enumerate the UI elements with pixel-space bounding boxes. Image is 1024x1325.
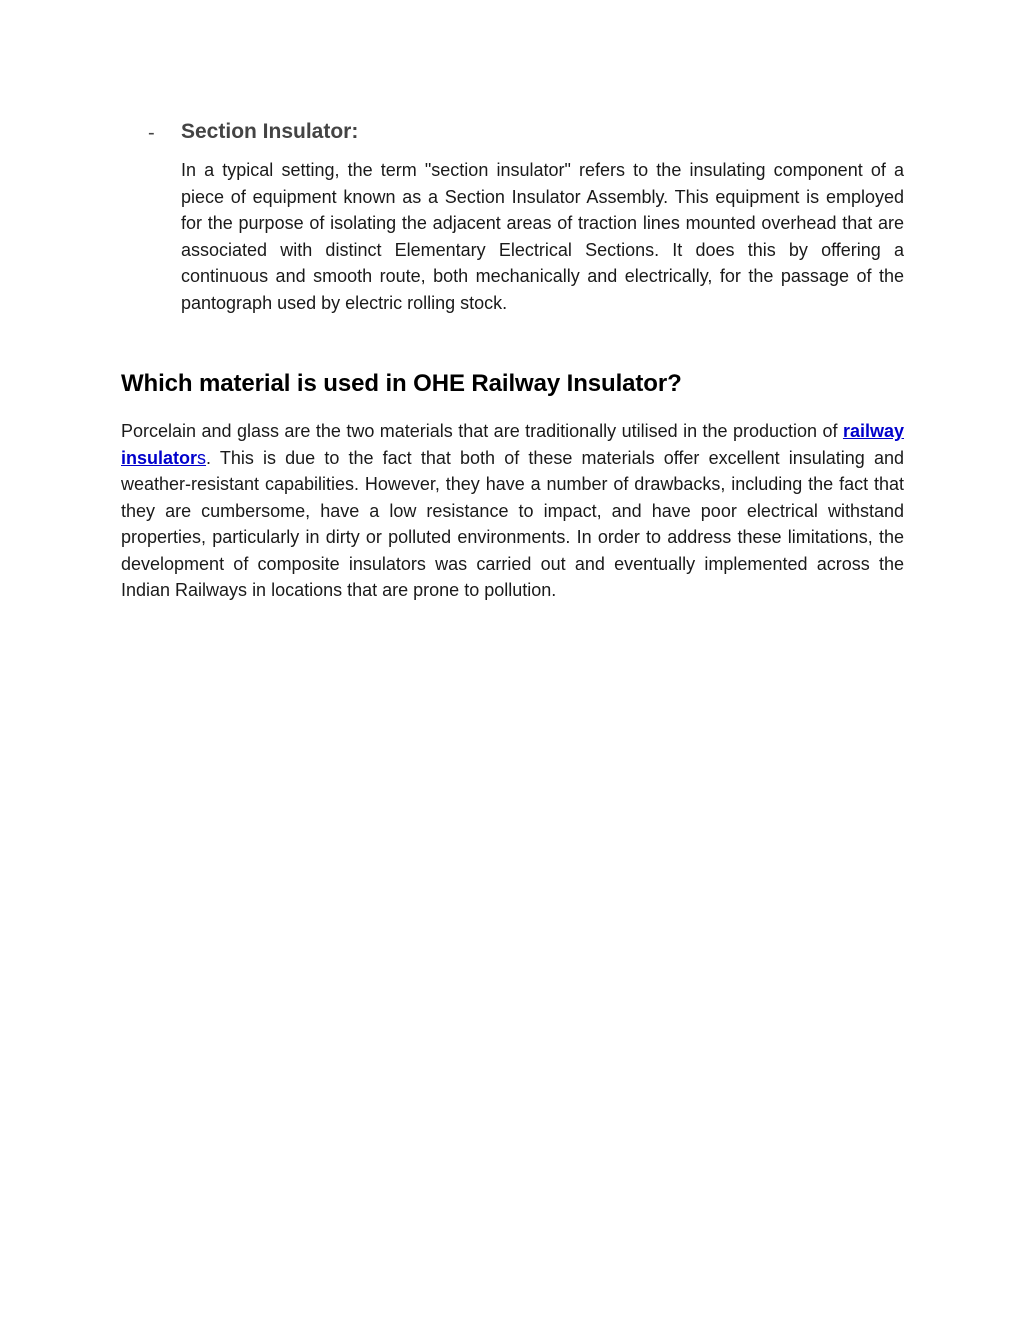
list-bullet: - bbox=[148, 122, 155, 144]
section-insulator-title: Section Insulator: bbox=[181, 120, 359, 143]
ohe-material-paragraph bbox=[121, 418, 904, 604]
paragraph-rest-text: . This is due to the fact that both of these materials offer excellent insulating and weather-resistant capabilities. However, they have a number of drawbacks, including the fact that they are cumbersome, have a low resistance to impact, and have poor electrical withstand properties, particularly in dirty or polluted environments. In order to address these limitations, the development of composite insulators was carried out and eventually implemented across the Indian Railways in locations that are prone to pollution. bbox=[121, 447, 904, 600]
railway-insulators-link-suffix[interactable]: s bbox=[197, 447, 207, 468]
section-insulator-body: In a typical setting, the term "section insulator" refers to the insulating component of a piece of equipment known as a Section Insulator Assembly. This equipment is employed for the purpose of isolating the adjacent areas of traction lines mounted overhead that are associated with distinct Elementary Electrical Sections. It does this by offering a continuous and smooth route, both mechanically and electrically, for the passage of the pantograph used by electric rolling stock. bbox=[181, 160, 904, 313]
paragraph-lead-text: Porcelain and glass are the two materials that are traditionally utilised in the production of bbox=[121, 421, 843, 441]
ohe-material-heading: Which material is used in OHE Railway Insulator? bbox=[121, 370, 682, 397]
railway-insulators-link[interactable]: railway insulator bbox=[121, 421, 904, 468]
